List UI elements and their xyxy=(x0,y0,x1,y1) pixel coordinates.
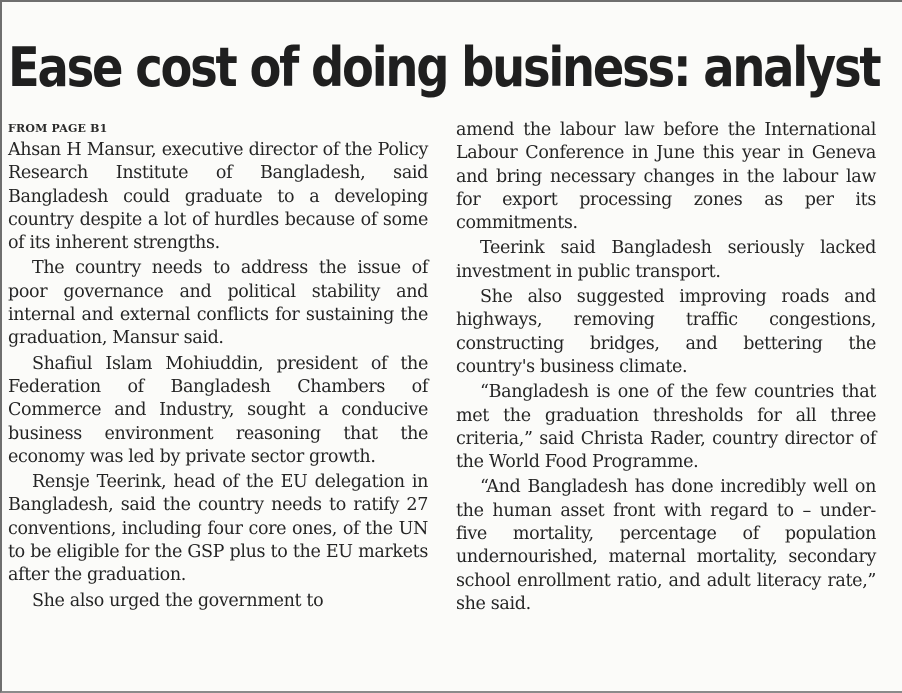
paragraph: Teerink said Bangladesh seriously lacked investment in public transport. xyxy=(456,238,876,282)
paragraph: “Bangladesh is one of the few countries that met the graduation thresholds for all three criteria,” said Christa Rader, country director of the World Food Programme. xyxy=(456,382,876,473)
continued-from-label: FROM PAGE B1 xyxy=(8,122,108,135)
article-body xyxy=(8,121,876,681)
paragraph: She also urged the government to xyxy=(32,590,324,611)
right-column xyxy=(456,119,876,681)
paragraph: She also suggested improving roads and highways, removing traffic congestions, constructing bridges, and bettering the country's business climate. xyxy=(456,287,876,377)
paragraph: Shafiul Islam Mohiuddin, president of the Federation of Bangladesh Chambers of Commerce and Industry, sought a conducive business environment reasoning that the economy was led by private sector growth. xyxy=(8,353,428,467)
left-column xyxy=(8,121,428,681)
headline: Ease cost of doing business: analyst xyxy=(8,36,880,99)
paragraph: Rensje Teerink, head of the EU delegation in Bangladesh, said the country needs to ratify 27 conventions, including four core ones, of the UN to be eligible for the GSP plus to the EU markets after the graduation. xyxy=(8,472,428,586)
paragraph: amend the labour law before the International Labour Conference in June this year in Geneva and bring necessary changes in the labour law for export processing zones as per its commitments. xyxy=(456,120,876,234)
paragraph: The country needs to address the issue of poor governance and political stability and internal and external conflicts for sustaining the graduation, Mansur said. xyxy=(8,258,428,349)
paragraph: “And Bangladesh has done incredibly well on the human asset front with regard to – under-five mortality, percentage of population undernourished, maternal mortality, secondary school enrollment ratio, and adult literacy rate,” she said. xyxy=(456,477,876,614)
paragraph: Ahsan H Mansur, executive director of the Policy Research Institute of Bangladesh, said Bangladesh could graduate to a developing country despite a lot of hurdles because of some of its inherent strengths. xyxy=(8,140,428,254)
